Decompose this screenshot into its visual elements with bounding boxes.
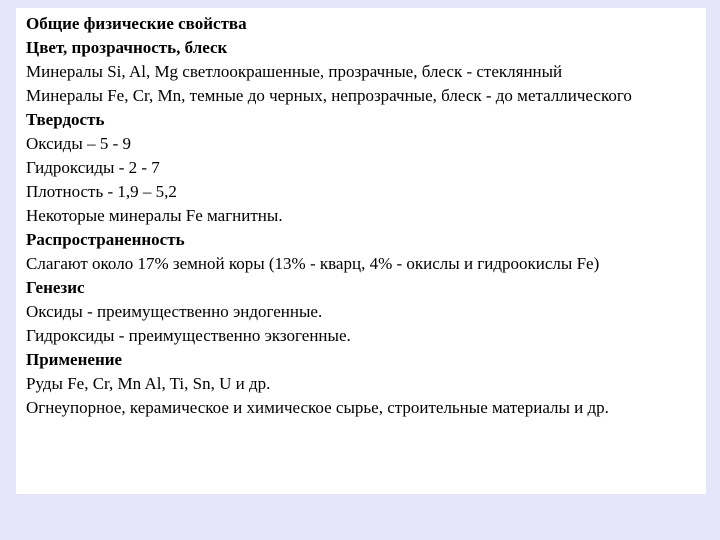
- slide-title: Общие физические свойства: [26, 14, 247, 33]
- color-line-light-minerals: Минералы Si, Al, Mg светлоокрашенные, прозрачные, блеск - стеклянный: [26, 62, 563, 81]
- application-raw-materials: Огнеупорное, керамическое и химическое сырье, строительные материалы и др.: [26, 398, 609, 417]
- genesis-hydroxides: Гидроксиды - преимущественно экзогенные.: [26, 326, 351, 345]
- hardness-heading: Твердость: [26, 110, 105, 129]
- genesis-oxides: Оксиды - преимущественно эндогенные.: [26, 302, 323, 321]
- density-line: Плотность - 1,9 – 5,2: [26, 182, 177, 201]
- hardness-oxides: Оксиды – 5 - 9: [26, 134, 131, 153]
- slide-content: [16, 8, 706, 494]
- color-line-dark-minerals: Минералы Fe, Cr, Mn, темные до черных, непрозрачные, блеск - до металлического: [26, 86, 632, 105]
- magnetic-line: Некоторые минералы Fe магнитны.: [26, 206, 283, 225]
- distribution-text: Слагают около 17% земной коры (13% - кварц, 4% - окислы и гидроокислы Fe): [26, 254, 600, 273]
- application-heading: Применение: [26, 350, 123, 369]
- application-ores: Руды Fe, Cr, Mn Al, Ti, Sn, U и др.: [26, 374, 271, 393]
- genesis-heading: Генезис: [26, 278, 85, 297]
- distribution-heading: Распространенность: [26, 230, 185, 249]
- hardness-hydroxides: Гидроксиды - 2 - 7: [26, 158, 160, 177]
- color-heading: Цвет, прозрачность, блеск: [26, 38, 228, 57]
